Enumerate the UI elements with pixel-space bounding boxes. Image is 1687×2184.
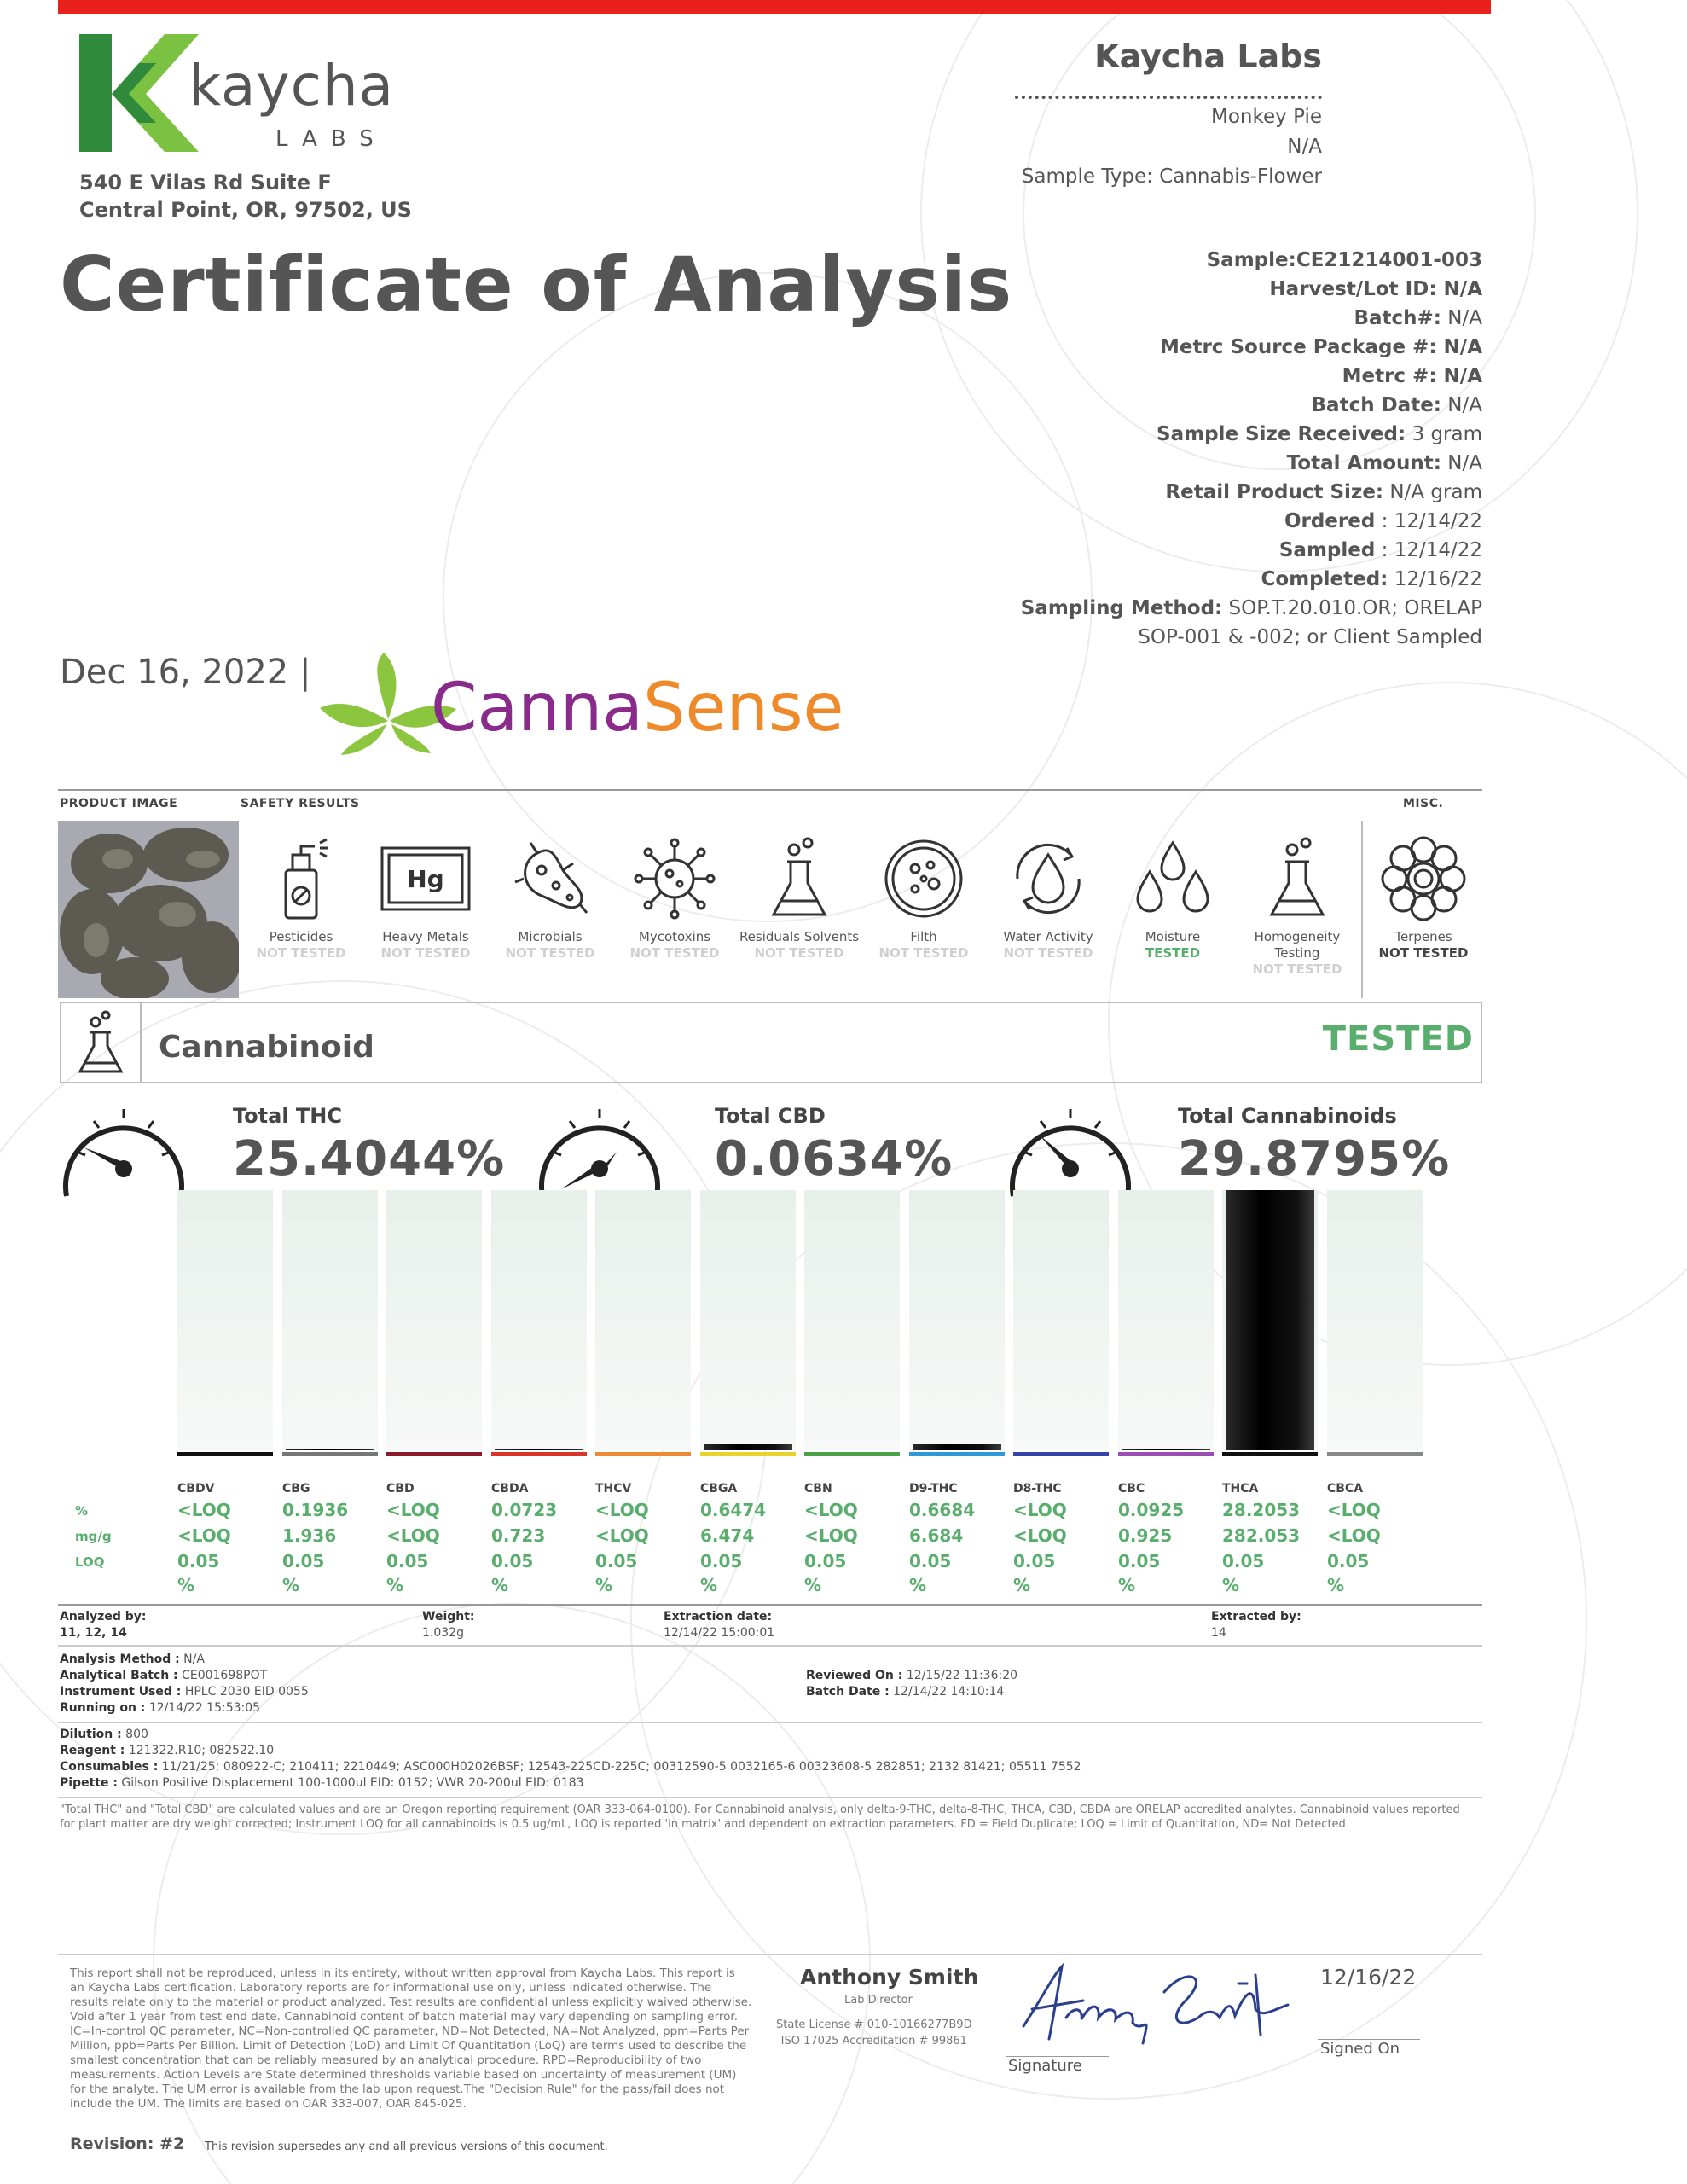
total-thc-value: 25.4044%	[233, 1131, 506, 1187]
batch-value: CE001698POT	[177, 1669, 268, 1682]
metadata-key: Sampled	[1278, 539, 1376, 561]
total-cbd-gauge	[536, 1101, 664, 1206]
category-label: CBG	[282, 1482, 310, 1496]
percent-value: <LOQ	[804, 1500, 858, 1520]
loq-value: 0.05	[386, 1551, 429, 1571]
loq-unit: %	[1118, 1575, 1136, 1595]
test-name: Pesticides	[269, 929, 333, 944]
loq-unit: %	[177, 1575, 195, 1595]
instrument-label: Instrument Used :	[60, 1685, 182, 1699]
weight	[422, 1609, 475, 1641]
category-label: CBDA	[491, 1482, 529, 1496]
test-name: Filth	[910, 929, 937, 944]
svg-text:Hg: Hg	[407, 865, 444, 893]
metadata-key: Metrc #:	[1342, 365, 1437, 387]
metadata-key: Sampling Method:	[1020, 597, 1223, 619]
method-label: Analysis Method :	[60, 1653, 180, 1666]
mgg-value: <LOQ	[177, 1525, 231, 1546]
client-logo	[320, 653, 1002, 768]
metadata-value: SOP.T.20.010.OR; ORELAP	[1222, 597, 1482, 619]
test-moisture	[1110, 832, 1235, 961]
lab-address	[79, 169, 412, 224]
signed-on-label: Signed On	[1320, 2040, 1400, 2058]
weight-value: 1.032g	[422, 1626, 464, 1640]
loq-value: 0.05	[282, 1551, 325, 1571]
kaycha-logo	[79, 34, 403, 162]
mgg-value: 282.053	[1222, 1525, 1301, 1546]
loq-unit: %	[595, 1575, 613, 1595]
loq-value: 0.05	[700, 1551, 743, 1571]
total-cannabinoids-gauge	[1006, 1101, 1134, 1206]
analyzed-by	[60, 1609, 146, 1641]
total-cbd-label: Total CBD	[715, 1104, 826, 1128]
metadata-row	[1021, 275, 1482, 304]
revision-label: Revision:	[70, 2135, 154, 2153]
metadata-key: Sample:	[1206, 249, 1296, 271]
percent-value: 0.1936	[282, 1500, 349, 1520]
consumables-label: Consumables :	[60, 1760, 159, 1774]
instrument-value: HPLC 2030 EID 0055	[181, 1685, 309, 1699]
handwritten-signature	[1015, 1958, 1296, 2052]
calculation-note: "Total THC" and "Total CBD" are calculated values and are an Oregon reporting requirement (OAR 333-064-0100). For Cannabinoid analysis, only delta-9-THC, delta-8-THC, THCA, CBD, CBDA are ORELAP accredited analytes. Cannabinoid values reported for plant matter are dry weight corrected; Instrument LOQ for all cannabinoids is 0.5 ug/mL, LOQ is reported 'in matrix' and dependent on extraction parameters. FD = Field Duplicate; LOQ = Limit of Quantitation, ND= Not Detected	[60, 1804, 1460, 1831]
test-microbials	[488, 832, 612, 961]
virus-icon	[632, 836, 717, 921]
metadata-value: N/A	[1436, 336, 1482, 358]
metadata-value: N/A	[1441, 452, 1482, 474]
loq-value: 0.05	[1327, 1551, 1370, 1571]
loq-unit: %	[909, 1575, 927, 1595]
loq-value: 0.05	[595, 1551, 638, 1571]
microbe-icon	[512, 836, 588, 921]
mgg-value: <LOQ	[1013, 1525, 1067, 1546]
category-label: CBN	[804, 1482, 832, 1496]
metadata-row	[1021, 507, 1482, 536]
test-status: NOT TESTED	[1252, 961, 1342, 977]
extraction-date-label: Extraction date:	[664, 1610, 773, 1623]
test-status: NOT TESTED	[629, 945, 720, 961]
metadata-row	[1021, 304, 1482, 333]
metadata-row	[1021, 449, 1482, 478]
batch-label: Analytical Batch :	[60, 1669, 178, 1682]
metadata-row	[1021, 420, 1482, 449]
analyzed-by-value: 11, 12, 14	[60, 1626, 127, 1640]
kaycha-k-mark-icon	[79, 34, 199, 154]
client-info	[1022, 102, 1322, 192]
test-status: TESTED	[1145, 945, 1201, 961]
category-label: CBC	[1118, 1482, 1145, 1496]
metadata-key: Completed:	[1261, 568, 1388, 590]
loq-unit: %	[1013, 1575, 1031, 1595]
test-status: NOT TESTED	[256, 945, 346, 961]
metadata-row	[1021, 623, 1482, 652]
metadata-row	[1021, 594, 1482, 623]
revision-text: This revision supersedes any and all previous versions of this document.	[205, 2140, 608, 2153]
loq-value: 0.05	[909, 1551, 952, 1571]
metadata-key: Ordered	[1284, 510, 1376, 532]
signed-date: 12/16/22	[1320, 1965, 1417, 1989]
metadata-key: Retail Product Size:	[1165, 481, 1384, 503]
dotted-divider	[1015, 96, 1322, 99]
loq-unit: %	[282, 1575, 300, 1595]
disclaimer: This report shall not be reproduced, unless in its entirety, without written approval from Kaycha Labs. This report is an Kaycha Labs certification. Laboratory reports are for informational use only, unless indicated otherwise. The results relate only to the material or product analyzed. Test results are confidential unless explicitly waived otherwise. Void after 1 year from test end date. Cannabinoid content of batch material may vary depending on sampling error. IC=In-control QC parameter, NC=Non-controlled QC parameter, ND=Not Detected, NA=Not Analyzed, ppm=Parts Per Million, ppb=Parts Per Billion. Limit of Detection (LoD) and Limit Of Quantitation (LoQ) are terms used to describe the smallest concentration that can be reliably measured by an analytical procedure. RPD=Reproducibility of two measurements. Action Levels are State determined thresholds variable based on uncertainty of measurement (UM) for the analyte. The UM error is available from the lab upon request.The "Decision Rule" for the pass/fail does not include the UM. The limits are based on OAR 333-007, OAR 845-025.	[70, 1966, 752, 2111]
test-name-line1: Homogeneity	[1254, 929, 1341, 944]
test-name: Terpenes	[1394, 929, 1452, 944]
signer-license: State License # 010-10166277B9D	[776, 2018, 972, 2031]
mgg-value: 6.474	[700, 1525, 755, 1546]
test-pesticides	[239, 832, 363, 961]
reagent-details	[60, 1727, 1081, 1792]
loq-value: 0.05	[1222, 1551, 1265, 1571]
client-line2: N/A	[1287, 136, 1322, 158]
review-details	[806, 1668, 1017, 1700]
reviewed-label: Reviewed On :	[806, 1669, 903, 1682]
test-name: Residuals Solvents	[739, 929, 860, 944]
loq-value: 0.05	[491, 1551, 534, 1571]
metadata-row	[1021, 565, 1482, 594]
metadata-key: Sample Size Received:	[1157, 423, 1406, 445]
analyzed-by-label: Analyzed by:	[60, 1610, 147, 1623]
metadata-row	[1021, 362, 1482, 391]
mgg-value: 0.723	[491, 1525, 546, 1546]
gauge-icon	[60, 1101, 188, 1203]
batchdate-value: 12/14/22 14:10:14	[889, 1685, 1005, 1699]
signer-name: Anthony Smith	[800, 1965, 979, 1989]
running-value: 12/14/22 15:53:05	[145, 1701, 261, 1715]
test-name: Heavy Metals	[382, 929, 469, 944]
percent-value: <LOQ	[386, 1500, 440, 1520]
water-drops-icon	[1126, 836, 1220, 921]
sample-metadata	[1021, 246, 1482, 652]
loq-unit: %	[386, 1575, 404, 1595]
test-name-line2: Testing	[1274, 945, 1320, 961]
metadata-row	[1021, 391, 1482, 420]
category-label: THCV	[595, 1482, 632, 1496]
metadata-key: Harvest/Lot ID:	[1269, 278, 1437, 300]
metadata-value: : 12/14/22	[1375, 539, 1482, 561]
logo-sub: LABS	[275, 126, 387, 152]
metadata-value: N/A	[1441, 394, 1482, 416]
total-thc-gauge	[60, 1101, 188, 1206]
test-status: NOT TESTED	[1378, 945, 1469, 961]
extraction-date-value: 12/14/22 15:00:01	[664, 1626, 775, 1640]
row-label-loq: LOQ	[75, 1554, 105, 1570]
pipette-value: Gilson Positive Displacement 100-1000ul EID: 0152; VWR 20-200ul EID: 0183	[117, 1776, 584, 1790]
percent-value: <LOQ	[595, 1500, 649, 1520]
spray-bottle-icon	[267, 836, 335, 921]
page-title: Certificate of Analysis	[60, 241, 1013, 328]
flask-icon	[765, 836, 833, 921]
petri-dish-icon	[881, 836, 966, 921]
test-name: Microbials	[518, 929, 583, 944]
metadata-value: SOP-001 & -002; or Client Sampled	[1138, 626, 1482, 648]
percent-value: 28.2053	[1222, 1500, 1301, 1520]
total-cannabinoids-value: 29.8795%	[1178, 1131, 1451, 1187]
metadata-value: N/A	[1441, 307, 1482, 329]
metadata-value: 3 gram	[1406, 423, 1482, 445]
percent-value: 0.6474	[700, 1500, 767, 1520]
category-label: CBGA	[700, 1482, 738, 1496]
percent-value: <LOQ	[1327, 1500, 1381, 1520]
loq-value: 0.05	[1118, 1551, 1161, 1571]
logo-wordmark: kaycha	[188, 53, 395, 119]
test-status: NOT TESTED	[1003, 945, 1093, 961]
mgg-value: <LOQ	[804, 1525, 858, 1546]
extracted-by	[1211, 1609, 1301, 1641]
loq-value: 0.05	[1013, 1551, 1056, 1571]
mgg-value: 1.936	[282, 1525, 337, 1546]
category-label: CBCA	[1327, 1482, 1364, 1496]
signer-credentials	[776, 2017, 972, 2049]
test-name: Moisture	[1145, 929, 1201, 944]
loq-unit: %	[1222, 1575, 1240, 1595]
divider	[58, 1954, 1482, 1955]
mgg-value: <LOQ	[1327, 1525, 1381, 1546]
percent-value: 0.0925	[1118, 1500, 1185, 1520]
gauge-icon	[1006, 1101, 1134, 1203]
cannabinoid-status: TESTED	[1322, 1019, 1474, 1059]
extraction-date	[664, 1609, 774, 1641]
loq-unit: %	[491, 1575, 509, 1595]
reagent-value: 121322.R10; 082522.10	[125, 1744, 275, 1757]
test-name: Water Activity	[1003, 929, 1093, 944]
flower-icon	[1381, 836, 1466, 921]
metadata-row	[1021, 478, 1482, 507]
divider	[58, 1722, 1482, 1723]
signature-label: Signature	[1008, 2057, 1082, 2075]
signer-iso: ISO 17025 Accreditation # 99861	[780, 2035, 967, 2048]
client-product: Monkey Pie	[1211, 106, 1322, 128]
mgg-value: 6.684	[909, 1525, 964, 1546]
metadata-row	[1021, 536, 1482, 565]
hg-element-icon	[379, 845, 472, 913]
revision	[70, 2135, 184, 2153]
cannabinoid-label: Cannabinoid	[159, 1030, 374, 1065]
flask-bubbles-icon	[1263, 836, 1331, 921]
metadata-value: CE21214001-003	[1296, 249, 1482, 271]
divider	[58, 1604, 1482, 1606]
metadata-value: 12/16/22	[1388, 568, 1482, 590]
category-label: D8-THC	[1013, 1482, 1062, 1496]
report-date: Dec 16, 2022 |	[60, 653, 311, 692]
extracted-by-label: Extracted by:	[1211, 1610, 1301, 1623]
total-thc-label: Total THC	[233, 1104, 342, 1128]
test-water-activity	[986, 832, 1110, 961]
test-status: NOT TESTED	[754, 945, 844, 961]
mgg-value: <LOQ	[595, 1525, 649, 1546]
test-homogeneity	[1235, 832, 1359, 978]
product-image-header: PRODUCT IMAGE	[60, 797, 178, 810]
address-line-2: Central Point, OR, 97502, US	[79, 198, 412, 222]
divider	[58, 1797, 1482, 1798]
safety-results-header: SAFETY RESULTS	[241, 797, 360, 810]
category-label: CBD	[386, 1482, 415, 1496]
metadata-row	[1021, 333, 1482, 362]
mgg-value: 0.925	[1118, 1525, 1173, 1546]
reagent-label: Reagent :	[60, 1744, 125, 1757]
test-filth	[861, 832, 986, 961]
total-cbd-value: 0.0634%	[715, 1131, 954, 1187]
consumables-value: 11/21/25; 080922-C; 210411; 2210449; ASC000H02026BSF; 12543-225CD-225C; 00312590-5 0032165-6 00323608-5 282851; 2132 81421; 05511 7552	[158, 1760, 1081, 1774]
running-label: Running on :	[60, 1701, 146, 1715]
extracted-by-value: 14	[1211, 1626, 1226, 1640]
revision-number: #2	[159, 2135, 185, 2153]
percent-value: 0.6684	[909, 1500, 976, 1520]
analysis-details	[60, 1652, 309, 1716]
loq-unit: %	[700, 1575, 718, 1595]
row-label-percent: %	[75, 1503, 89, 1519]
lab-name: Kaycha Labs	[1094, 38, 1322, 75]
category-label: THCA	[1222, 1482, 1259, 1496]
loq-value: 0.05	[804, 1551, 847, 1571]
test-terpenes	[1361, 832, 1486, 961]
percent-value: 0.0723	[491, 1500, 558, 1520]
test-status: NOT TESTED	[505, 945, 595, 961]
metadata-key: Metrc Source Package #:	[1159, 336, 1437, 358]
signer-title: Lab Director	[844, 1994, 913, 2007]
gauge-icon	[536, 1101, 664, 1203]
loq-value: 0.05	[177, 1551, 220, 1571]
weight-label: Weight:	[422, 1610, 475, 1623]
pipette-label: Pipette :	[60, 1776, 118, 1790]
water-drop-cycle-icon	[1006, 836, 1091, 921]
category-label: CBDV	[177, 1482, 215, 1496]
loq-unit: %	[804, 1575, 822, 1595]
test-heavy-metals	[363, 832, 488, 961]
test-name	[1235, 929, 1359, 961]
metadata-value: N/A	[1436, 278, 1482, 300]
top-accent-bar	[58, 0, 1491, 14]
metadata-key: Batch#:	[1354, 307, 1441, 329]
address-line-1: 540 E Vilas Rd Suite F	[79, 171, 332, 195]
method-value: N/A	[179, 1653, 205, 1666]
metadata-value: : 12/14/22	[1375, 510, 1482, 532]
total-cannabinoids-label: Total Cannabinoids	[1178, 1104, 1397, 1128]
row-label-mgg: mg/g	[75, 1529, 112, 1544]
test-status: NOT TESTED	[380, 945, 471, 961]
dilution-value: 800	[121, 1728, 148, 1741]
flask-icon	[60, 1002, 142, 1083]
logo-text-canna: Canna	[431, 670, 643, 746]
metadata-row	[1021, 246, 1482, 275]
metadata-key: Total Amount:	[1286, 452, 1441, 474]
divider	[58, 1645, 1482, 1647]
test-status: NOT TESTED	[878, 945, 969, 961]
loq-unit: %	[1327, 1575, 1345, 1595]
test-residual-solvents	[737, 832, 861, 961]
logo-text-sense: Sense	[642, 670, 844, 746]
client-logo-text	[431, 670, 844, 746]
metadata-value: N/A	[1436, 365, 1482, 387]
cannabinoid-icon-box	[60, 1002, 142, 1083]
dilution-label: Dilution :	[60, 1728, 122, 1741]
sample-type: Sample Type: Cannabis-Flower	[1021, 166, 1322, 188]
test-name: Mycotoxins	[638, 929, 711, 944]
mgg-value: <LOQ	[386, 1525, 440, 1546]
misc-header: MISC.	[1403, 797, 1444, 810]
test-mycotoxins	[612, 832, 737, 961]
percent-value: <LOQ	[1013, 1500, 1067, 1520]
category-label: D9-THC	[909, 1482, 958, 1496]
metadata-key: Batch Date:	[1311, 394, 1441, 416]
product-image	[58, 821, 239, 998]
batchdate-label: Batch Date :	[806, 1685, 890, 1699]
percent-value: <LOQ	[177, 1500, 231, 1520]
reviewed-value: 12/15/22 11:36:20	[902, 1669, 1018, 1682]
metadata-value: N/A gram	[1383, 481, 1482, 503]
divider	[58, 789, 1482, 791]
